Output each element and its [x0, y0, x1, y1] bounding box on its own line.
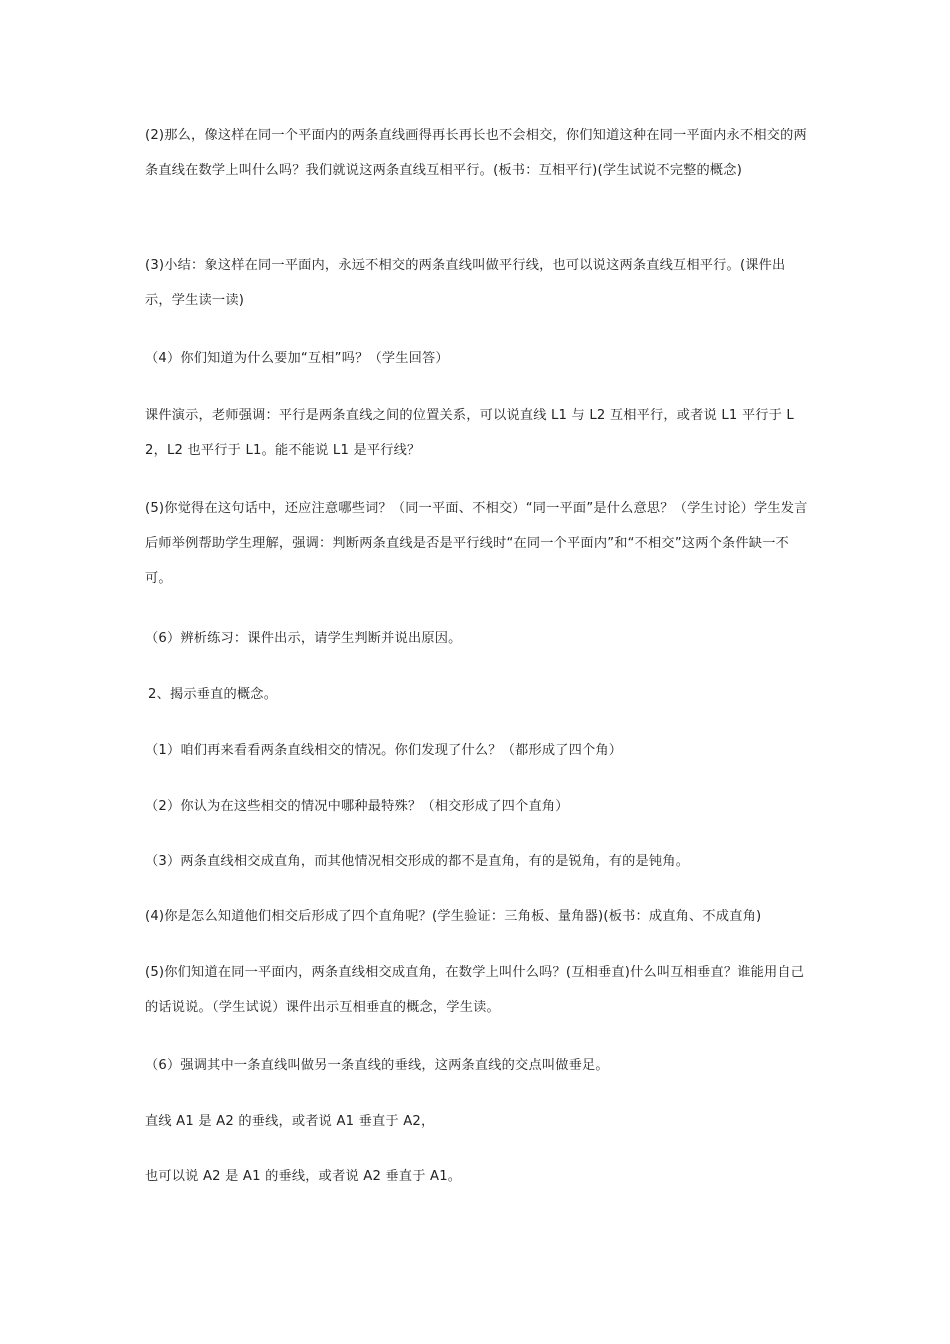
paragraph-4-why-mutual: （4）你们知道为什么要加“互相”吗？（学生回答） — [145, 351, 449, 366]
paragraph-5-perpendicular-definition: (5)你们知道在同一平面内，两条直线相交成直角，在数学上叫什么吗？(互相垂直)什么叫互相垂直？谁能用自己的话说说。（学生试说）课件出示互相垂直的概念，学生读。 — [145, 965, 805, 1015]
paragraph-5-key-words: (5)你觉得在这句话中，还应注意哪些词？（同一平面、不相交）“同一平面”是什么意思？（学生讨论）学生发言后师举例帮助学生理解，强调：判断两条直线是否是平行线时“在同一个平面内”和“不相交”这两个条件缺一不可。 — [145, 501, 808, 586]
paragraph-3-right-angle: （3）两条直线相交成直角，而其他情况相交形成的都不是直角，有的是锐角，有的是钝角。 — [145, 854, 690, 869]
paragraph-3-summary: (3)小结：象这样在同一平面内，永远不相交的两条直线叫做平行线，也可以说这两条直线互相平行。(课件出示，学生读一读) — [145, 258, 786, 308]
paragraph-6-exercise: （6）辨析练习：课件出示，请学生判断并说出原因。 — [145, 631, 462, 646]
paragraph-a2-statement: 也可以说 A2 是 A1 的垂线，或者说 A2 垂直于 A1。 — [145, 1169, 462, 1184]
paragraph-6-foot-of-perpendicular: （6）强调其中一条直线叫做另一条直线的垂线，这两条直线的交点叫做垂足。 — [145, 1058, 609, 1073]
paragraph-a1-statement: 直线 A1 是 A2 的垂线，或者说 A1 垂直于 A2， — [145, 1114, 435, 1129]
section-heading-perpendicular: 2、揭示垂直的概念。 — [148, 687, 278, 702]
paragraph-1-intersection: （1）咱们再来看看两条直线相交的情况。你们发现了什么？（都形成了四个角） — [145, 743, 623, 758]
paragraph-2-special-case: （2）你认为在这些相交的情况中哪种最特殊？（相交形成了四个直角） — [145, 799, 569, 814]
paragraph-2-parallel-definition: (2)那么，像这样在同一个平面内的两条直线画得再长再长也不会相交，你们知道这种在同一平面内永不相交的两条直线在数学上叫什么吗？我们就说这两条直线互相平行。(板书：互相平行)(学生试说不完整的概念) — [145, 128, 807, 178]
paragraph-courseware-demo: 课件演示，老师强调：平行是两条直线之间的位置关系，可以说直线 L1 与 L2 互相平行，或者说 L1 平行于 L2，L2 也平行于 L1。能不能说 L1 是平行线？ — [145, 408, 794, 458]
paragraph-4-verification: (4)你是怎么知道他们相交后形成了四个直角呢？(学生验证：三角板、量角器)(板书：成直角、不成直角) — [145, 909, 762, 924]
